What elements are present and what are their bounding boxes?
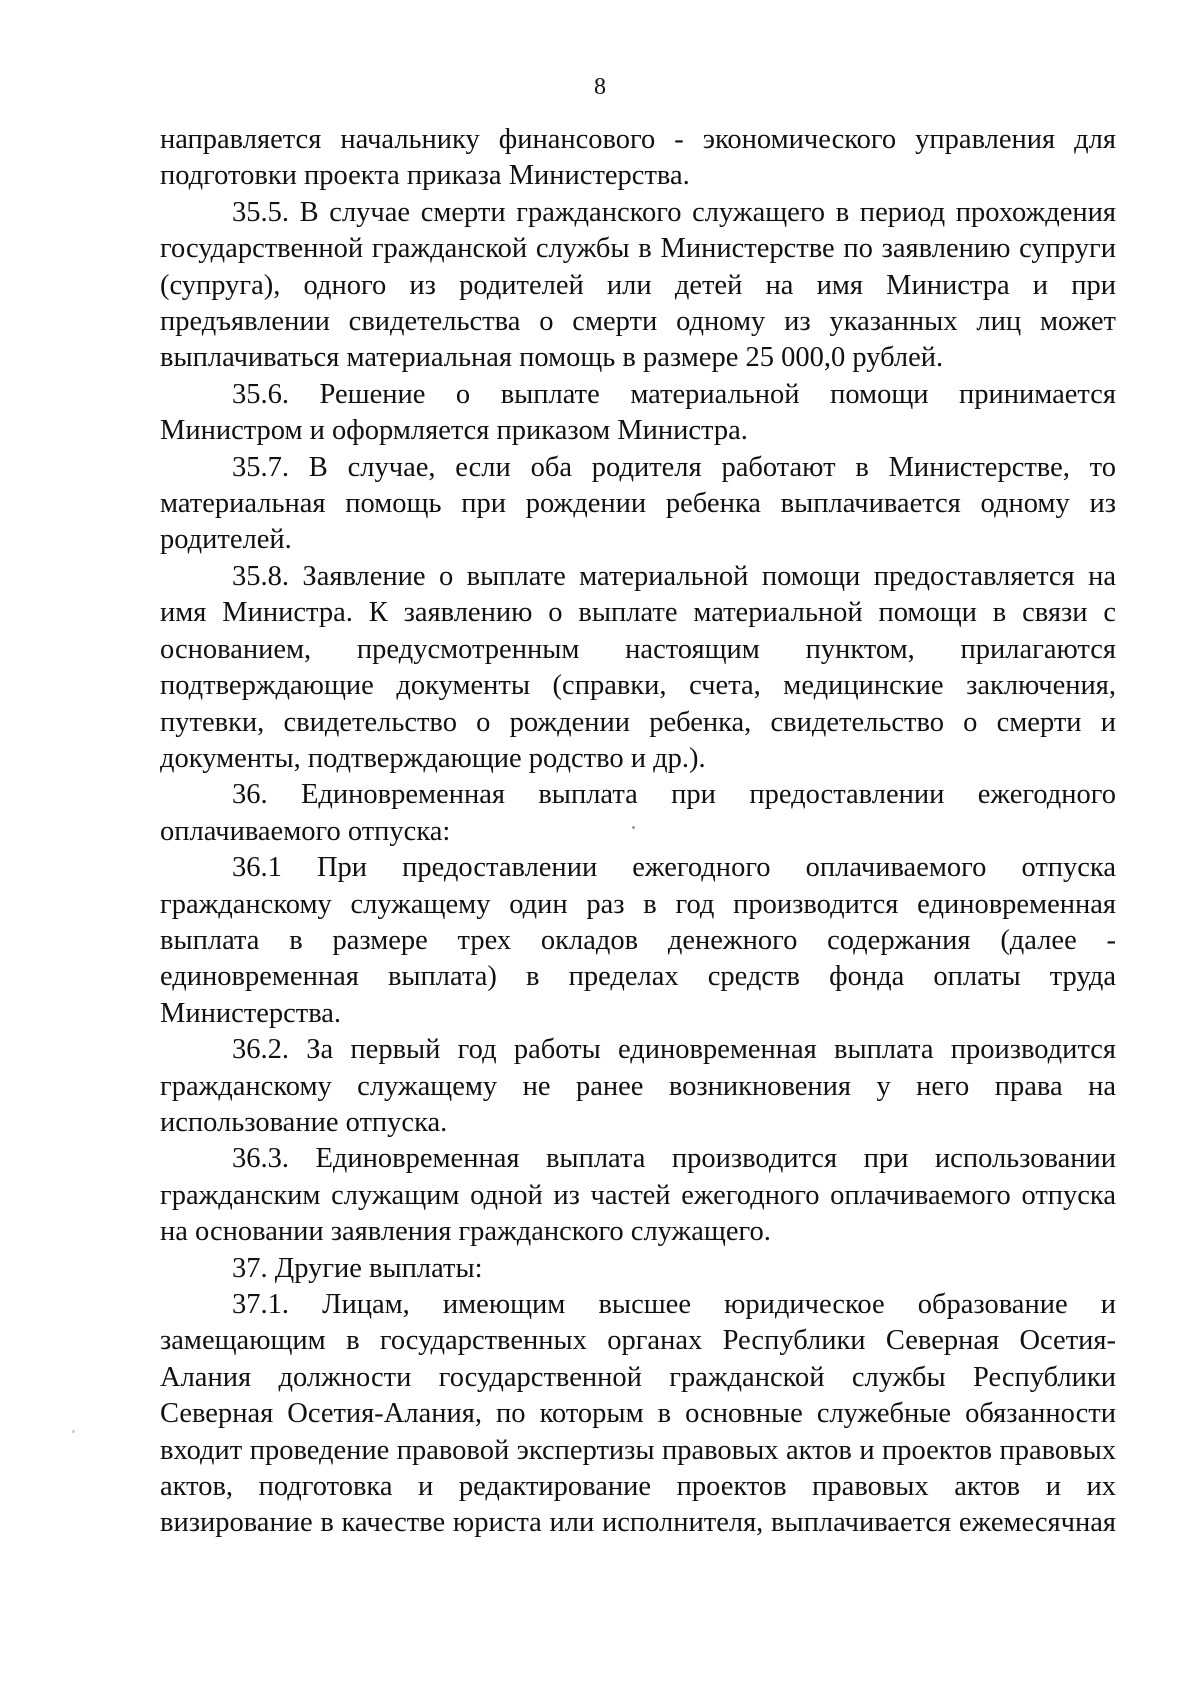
page-number: 8 xyxy=(594,74,606,100)
paragraph-continuation: направляется начальнику финансового - экономического управления для подготовки проекта приказа Министерства. xyxy=(160,124,1116,192)
paragraph-35-5: 35.5. В случае смерти гражданского служащего в период прохождения государственной гражданской службы в Министерстве по заявлению супруги (супруга), одного из родителей или детей на имя Министра и при предъявлении свидетельства о смерти одному из указанных лиц может выплачиваться материальная помощь в размере 25 000,0 рублей. xyxy=(160,196,1116,374)
paragraph-36-2: 36.2. За первый год работы единовременная выплата производится гражданскому служащему не ранее возникновения у него права на использование отпуска. xyxy=(160,1034,1116,1138)
document-body xyxy=(160,122,1116,1542)
paragraph-35-6: 35.6. Решение о выплате материальной помощи принимается Министром и оформляется приказом Министра. xyxy=(160,378,1116,447)
scan-speck xyxy=(72,1430,75,1433)
paragraph-35-7: 35.7. В случае, если оба родителя работают в Министерстве, то материальная помощь при рождении ребенка выплачивается одному из родителей. xyxy=(160,451,1116,556)
scan-speck xyxy=(632,826,635,829)
paragraph-37: 37. Другие выплаты: xyxy=(232,1252,483,1284)
paragraph-36-3: 36.3. Единовременная выплата производится при использовании гражданским служащим одной из частей ежегодного оплачиваемого отпуска на основании заявления гражданского служащего. xyxy=(160,1143,1116,1248)
paragraph-36: 36. Единовременная выплата при предоставлении ежегодного оплачиваемого отпуска: xyxy=(160,779,1116,847)
paragraph-36-1: 36.1 При предоставлении ежегодного оплачиваемого отпуска гражданскому служащему один раз в год производится единовременная выплата в размере трех окладов денежного содержания (далее - единовременная выплата) в пределах средств фонда оплаты труда Министерства. xyxy=(160,852,1116,1029)
paragraph-37-1: 37.1. Лицам, имеющим высшее юридическое образование и замещающим в государственных органах Республики Северная Осетия-Алания должности государственной гражданской службы Республики Северная Осетия-Алания, по которым в основные служебные обязанности входит проведение правовой экспертизы правовых актов и проектов правовых актов, подготовка и редактирование проектов правовых актов и их визирование в качестве юриста или исполнителя, выплачивается ежемесячная xyxy=(160,1289,1116,1539)
paragraph-35-8: 35.8. Заявление о выплате материальной помощи предоставляется на имя Министра. К заявлению о выплате материальной помощи в связи с основанием, предусмотренным настоящим пунктом, прилагаются подтверждающие документы (справки, счета, медицинские заключения, путевки, свидетельство о рождении ребенка, свидетельство о смерти и документы, подтверждающие родство и др.). xyxy=(160,560,1116,774)
